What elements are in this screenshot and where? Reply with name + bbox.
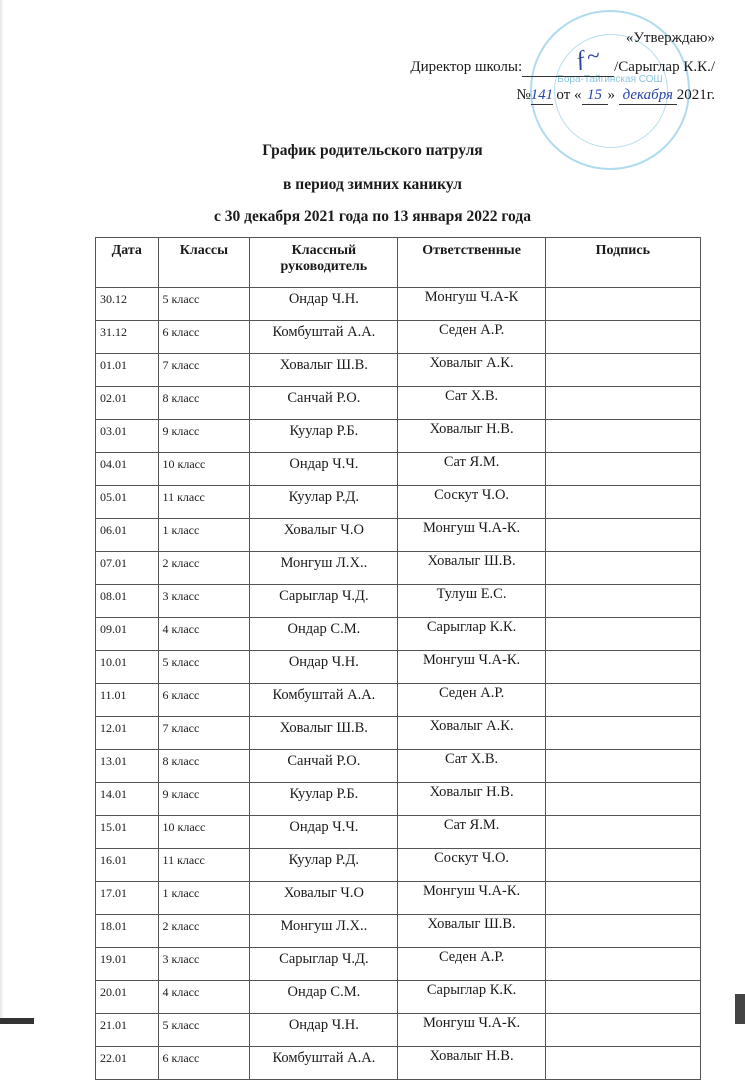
cell-signature bbox=[545, 750, 700, 783]
cell-responsible: Сат Я.М. bbox=[398, 453, 545, 486]
cell-signature bbox=[545, 882, 700, 915]
cell-class: 9 класс bbox=[158, 420, 250, 453]
cell-responsible: Монгуш Ч.А-К. bbox=[398, 651, 545, 684]
cell-responsible: Монгуш Ч.А-К. bbox=[398, 1014, 545, 1047]
cell-date: 18.01 bbox=[96, 915, 159, 948]
cell-class: 6 класс bbox=[158, 684, 250, 717]
table-row bbox=[96, 1047, 701, 1080]
cell-date: 01.01 bbox=[96, 354, 159, 387]
table-row bbox=[96, 948, 701, 981]
order-from: от « bbox=[556, 87, 582, 103]
scan-artifact bbox=[735, 994, 745, 1024]
table-row bbox=[96, 684, 701, 717]
cell-class: 4 класс bbox=[158, 618, 250, 651]
table-row bbox=[96, 750, 701, 783]
cell-responsible: Сат Х.В. bbox=[398, 387, 545, 420]
director-name: /Сарыглар К.К./ bbox=[614, 59, 715, 75]
cell-teacher: Куулар Р.Б. bbox=[250, 420, 398, 453]
cell-responsible: Сарыглар К.К. bbox=[398, 618, 545, 651]
cell-signature bbox=[545, 453, 700, 486]
cell-teacher: Ондар Ч.Ч. bbox=[250, 816, 398, 849]
cell-class: 6 класс bbox=[158, 1047, 250, 1080]
table-row bbox=[96, 981, 701, 1014]
cell-teacher: Монгуш Л.Х.. bbox=[250, 915, 398, 948]
cell-responsible: Седен А.Р. bbox=[398, 948, 545, 981]
approval-order bbox=[516, 87, 715, 105]
cell-class: 5 класс bbox=[158, 288, 250, 321]
cell-responsible: Ховалыг Ш.В. bbox=[398, 552, 545, 585]
cell-date: 19.01 bbox=[96, 948, 159, 981]
cell-class: 7 класс bbox=[158, 717, 250, 750]
order-prefix: № bbox=[516, 87, 531, 103]
table-row bbox=[96, 651, 701, 684]
cell-responsible: Монгуш Ч.А-К bbox=[398, 288, 545, 321]
cell-signature bbox=[545, 387, 700, 420]
cell-date: 20.01 bbox=[96, 981, 159, 1014]
approval-title: «Утверждаю» bbox=[625, 30, 715, 46]
cell-signature bbox=[545, 618, 700, 651]
cell-teacher: Монгуш Л.Х.. bbox=[250, 552, 398, 585]
table-row bbox=[96, 717, 701, 750]
table-row bbox=[96, 618, 701, 651]
table-row bbox=[96, 882, 701, 915]
cell-responsible: Монгуш Ч.А-К. bbox=[398, 519, 545, 552]
table-row bbox=[96, 321, 701, 354]
scan-artifact bbox=[0, 1018, 34, 1024]
cell-signature bbox=[545, 651, 700, 684]
cell-teacher: Ондар Ч.Ч. bbox=[250, 453, 398, 486]
table-row bbox=[96, 453, 701, 486]
cell-date: 03.01 bbox=[96, 420, 159, 453]
cell-signature bbox=[545, 420, 700, 453]
cell-teacher: Ондар Ч.Н. bbox=[250, 651, 398, 684]
cell-date: 12.01 bbox=[96, 717, 159, 750]
cell-date: 09.01 bbox=[96, 618, 159, 651]
cell-date: 06.01 bbox=[96, 519, 159, 552]
order-day-close: » bbox=[607, 87, 616, 103]
cell-teacher: Ховалыг Ч.О bbox=[250, 882, 398, 915]
order-month: декабря bbox=[619, 87, 677, 105]
cell-responsible: Ховалыг А.К. bbox=[398, 354, 545, 387]
cell-responsible: Соскут Ч.О. bbox=[398, 849, 545, 882]
cell-class: 4 класс bbox=[158, 981, 250, 1014]
order-number: 141 bbox=[530, 87, 554, 103]
table-row bbox=[96, 585, 701, 618]
table-row bbox=[96, 354, 701, 387]
cell-signature bbox=[545, 321, 700, 354]
cell-class: 3 класс bbox=[158, 585, 250, 618]
director-label: Директор школы: bbox=[410, 59, 523, 75]
cell-class: 11 класс bbox=[158, 849, 250, 882]
column-header-responsible: Ответственные bbox=[398, 238, 545, 288]
cell-class: 6 класс bbox=[158, 321, 250, 354]
cell-class: 8 класс bbox=[158, 750, 250, 783]
cell-signature bbox=[545, 585, 700, 618]
cell-teacher: Сарыглар Ч.Д. bbox=[250, 948, 398, 981]
cell-class: 3 класс bbox=[158, 948, 250, 981]
cell-signature bbox=[545, 552, 700, 585]
cell-date: 30.12 bbox=[96, 288, 159, 321]
cell-signature bbox=[545, 816, 700, 849]
cell-teacher: Куулар Р.Д. bbox=[250, 849, 398, 882]
cell-signature bbox=[545, 684, 700, 717]
cell-teacher: Ховалыг Ш.В. bbox=[250, 717, 398, 750]
cell-signature bbox=[545, 948, 700, 981]
table-row bbox=[96, 915, 701, 948]
cell-date: 21.01 bbox=[96, 1014, 159, 1047]
table-row bbox=[96, 420, 701, 453]
table-row bbox=[96, 552, 701, 585]
table-row bbox=[96, 486, 701, 519]
table-row bbox=[96, 1014, 701, 1047]
cell-date: 17.01 bbox=[96, 882, 159, 915]
cell-date: 05.01 bbox=[96, 486, 159, 519]
cell-responsible: Соскут Ч.О. bbox=[398, 486, 545, 519]
cell-class: 8 класс bbox=[158, 387, 250, 420]
cell-responsible: Сат Я.М. bbox=[398, 816, 545, 849]
cell-date: 15.01 bbox=[96, 816, 159, 849]
cell-signature bbox=[545, 354, 700, 387]
handwritten-signature: ƒ~ bbox=[572, 42, 603, 74]
table-row bbox=[96, 519, 701, 552]
cell-signature bbox=[545, 1014, 700, 1047]
document-title: График родительского патруля bbox=[262, 142, 483, 159]
cell-signature bbox=[545, 288, 700, 321]
cell-responsible: Ховалыг Н.В. bbox=[398, 1047, 545, 1080]
cell-class: 10 класс bbox=[158, 453, 250, 486]
order-day: 15 bbox=[582, 87, 608, 105]
document-subtitle: в период зимних каникул bbox=[283, 176, 462, 193]
cell-teacher: Ондар С.М. bbox=[250, 981, 398, 1014]
cell-class: 5 класс bbox=[158, 1014, 250, 1047]
cell-responsible: Сарыглар К.К. bbox=[398, 981, 545, 1014]
cell-signature bbox=[545, 981, 700, 1014]
cell-class: 11 класс bbox=[158, 486, 250, 519]
cell-teacher: Куулар Р.Б. bbox=[250, 783, 398, 816]
cell-class: 5 класс bbox=[158, 651, 250, 684]
order-year: 2021г. bbox=[676, 87, 715, 103]
column-header-teacher: Классный руководитель bbox=[250, 238, 398, 288]
cell-date: 07.01 bbox=[96, 552, 159, 585]
cell-signature bbox=[545, 915, 700, 948]
cell-date: 08.01 bbox=[96, 585, 159, 618]
cell-responsible: Монгуш Ч.А-К. bbox=[398, 882, 545, 915]
cell-responsible: Ховалыг Н.В. bbox=[398, 420, 545, 453]
cell-responsible: Седен А.Р. bbox=[398, 684, 545, 717]
table-row bbox=[96, 816, 701, 849]
document-period: с 30 декабря 2021 года по 13 января 2022 года bbox=[214, 208, 531, 225]
cell-class: 7 класс bbox=[158, 354, 250, 387]
cell-responsible: Ховалыг Н.В. bbox=[398, 783, 545, 816]
cell-signature bbox=[545, 783, 700, 816]
cell-responsible: Сат Х.В. bbox=[398, 750, 545, 783]
cell-teacher: Комбуштай А.А. bbox=[250, 1047, 398, 1080]
cell-date: 11.01 bbox=[96, 684, 159, 717]
cell-signature bbox=[545, 1047, 700, 1080]
cell-date: 02.01 bbox=[96, 387, 159, 420]
cell-signature bbox=[545, 717, 700, 750]
cell-class: 2 класс bbox=[158, 915, 250, 948]
cell-date: 04.01 bbox=[96, 453, 159, 486]
cell-teacher: Ховалыг Ч.О bbox=[250, 519, 398, 552]
cell-class: 1 класс bbox=[158, 882, 250, 915]
cell-class: 9 класс bbox=[158, 783, 250, 816]
cell-teacher: Сарыглар Ч.Д. bbox=[250, 585, 398, 618]
cell-signature bbox=[545, 486, 700, 519]
cell-teacher: Куулар Р.Д. bbox=[250, 486, 398, 519]
cell-teacher: Ондар Ч.Н. bbox=[250, 288, 398, 321]
column-header-class: Классы bbox=[158, 238, 250, 288]
cell-class: 10 класс bbox=[158, 816, 250, 849]
cell-teacher: Ондар Ч.Н. bbox=[250, 1014, 398, 1047]
table-row bbox=[96, 288, 701, 321]
cell-teacher: Санчай Р.О. bbox=[250, 387, 398, 420]
cell-teacher: Ховалыг Ш.В. bbox=[250, 354, 398, 387]
cell-date: 14.01 bbox=[96, 783, 159, 816]
table-row bbox=[96, 783, 701, 816]
cell-responsible: Тулуш Е.С. bbox=[398, 585, 545, 618]
cell-date: 31.12 bbox=[96, 321, 159, 354]
cell-date: 22.01 bbox=[96, 1047, 159, 1080]
cell-class: 2 класс bbox=[158, 552, 250, 585]
cell-date: 10.01 bbox=[96, 651, 159, 684]
cell-teacher: Комбуштай А.А. bbox=[250, 321, 398, 354]
column-header-signature: Подпись bbox=[545, 238, 700, 288]
cell-class: 1 класс bbox=[158, 519, 250, 552]
cell-signature bbox=[545, 849, 700, 882]
cell-teacher: Санчай Р.О. bbox=[250, 750, 398, 783]
table-header-row bbox=[96, 238, 701, 288]
cell-responsible: Ховалыг Ш.В. bbox=[398, 915, 545, 948]
cell-date: 16.01 bbox=[96, 849, 159, 882]
cell-responsible: Седен А.Р. bbox=[398, 321, 545, 354]
column-header-date: Дата bbox=[96, 238, 159, 288]
cell-teacher: Комбуштай А.А. bbox=[250, 684, 398, 717]
table-row bbox=[96, 849, 701, 882]
cell-signature bbox=[545, 519, 700, 552]
cell-responsible: Ховалыг А.К. bbox=[398, 717, 545, 750]
table-row bbox=[96, 387, 701, 420]
cell-teacher: Ондар С.М. bbox=[250, 618, 398, 651]
approval-director bbox=[410, 59, 715, 77]
cell-date: 13.01 bbox=[96, 750, 159, 783]
patrol-schedule-table bbox=[95, 237, 701, 1080]
stamp-text: Бора-Тайгинская СОШ bbox=[557, 74, 663, 85]
